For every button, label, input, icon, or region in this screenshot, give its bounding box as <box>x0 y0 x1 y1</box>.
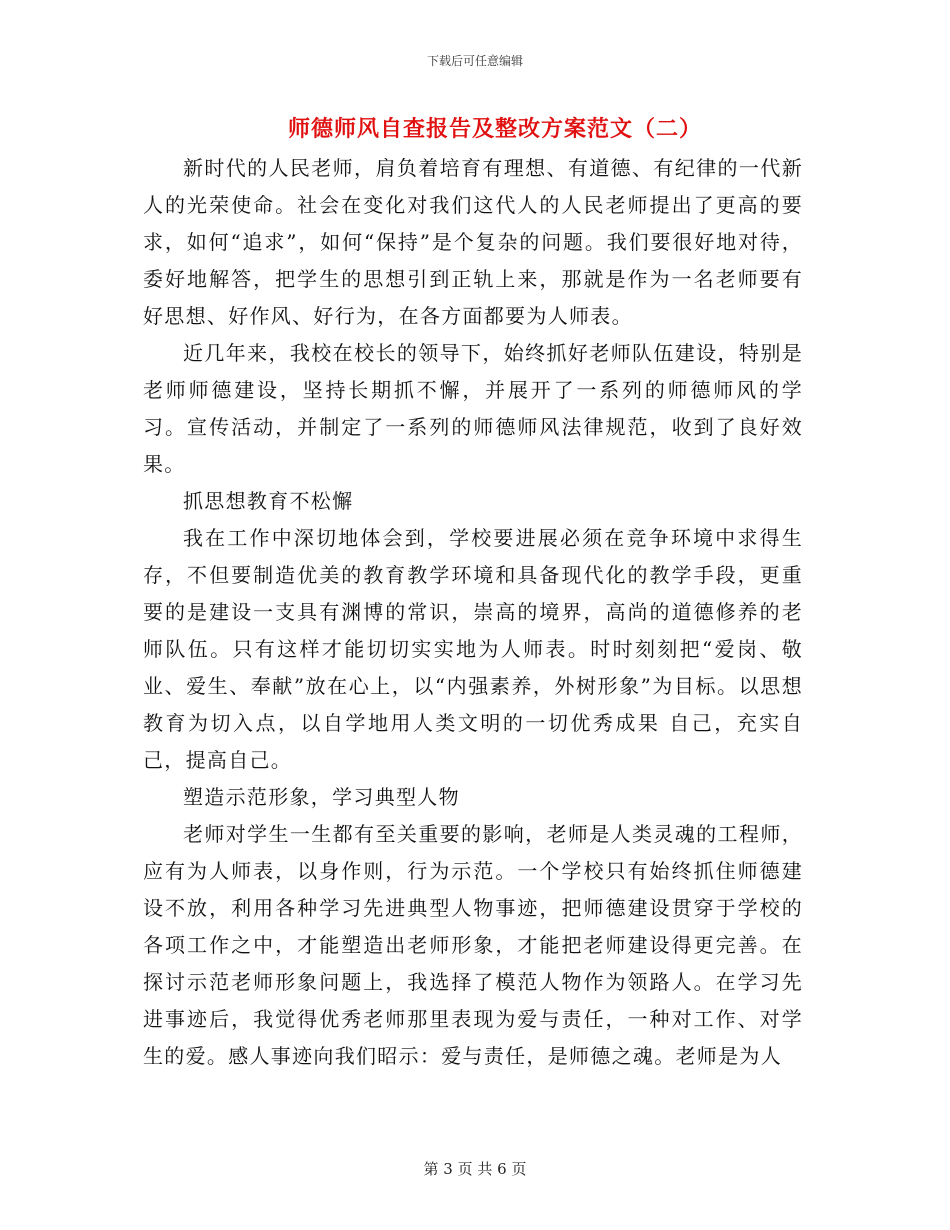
section-heading-ideology: 抓思想教育不松懈 <box>183 489 354 513</box>
document-title: 师德师风自查报告及整改方案范文（二） <box>287 116 702 142</box>
document-body <box>143 150 803 1075</box>
paragraph-school-efforts: 近几年来，我校在校长的领导下，始终抓好老师队伍建设，特别是老师师德建设，坚持长期抓不懈，并展开了一系列的师德师风的学习。宣传活动，并制定了一系列的师德师风法律规范，收到了良好效果。 <box>143 341 803 476</box>
page-header-note: 下载后可任意编辑 <box>426 54 523 68</box>
paragraph-ideology: 我在工作中深切地体会到，学校要进展必须在竞争环境中求得生存，不但要制造优美的教育教学环境和具备现代化的教学手段，更重要的是建设一支具有渊博的常识，崇高的境界，高尚的道德修养的老师队伍。只有这样才能切切实实地为人师表。时时刻刻把“爱岗、敬业、爱生、奉献”放在心上，以“内强素养，外树形象”为目标。以思想教育为切入点，以自学地用人类文明的一切优秀成果 自己，充实自己，提高自己。 <box>143 526 803 772</box>
section-heading-role-models: 塑造示范形象，学习典型人物 <box>183 785 460 809</box>
page-number-footer: 第 3 页 共 6 页 <box>423 1160 527 1178</box>
paragraph-intro: 新时代的人民老师，肩负着培育有理想、有道德、有纪律的一代新人的光荣使命。社会在变化对我们这代人的人民老师提出了更高的要求，如何“追求”，如何“保持”是个复杂的问题。我们要很好地对待，委好地解答，把学生的思想引到正轨上来，那就是作为一名老师要有好思想、好作风、好行为，在各方面都要为人师表。 <box>143 156 803 328</box>
paragraph-role-models: 老师对学生一生都有至关重要的影响，老师是人类灵魂的工程师，应有为人师表，以身作则，行为示范。一个学校只有始终抓住师德建设不放，利用各种学习先进典型人物事迹，把师德建设贯穿于学校的各项工作之中，才能塑造出老师形象，才能把老师建设得更完善。在探讨示范老师形象问题上，我选择了模范人物作为领路人。在学习先进事迹后，我觉得优秀老师那里表现为爱与责任，一种对工作、对学生的爱。感人事迹向我们昭示：爱与责任，是师德之魂。老师是为人 <box>143 822 803 1068</box>
